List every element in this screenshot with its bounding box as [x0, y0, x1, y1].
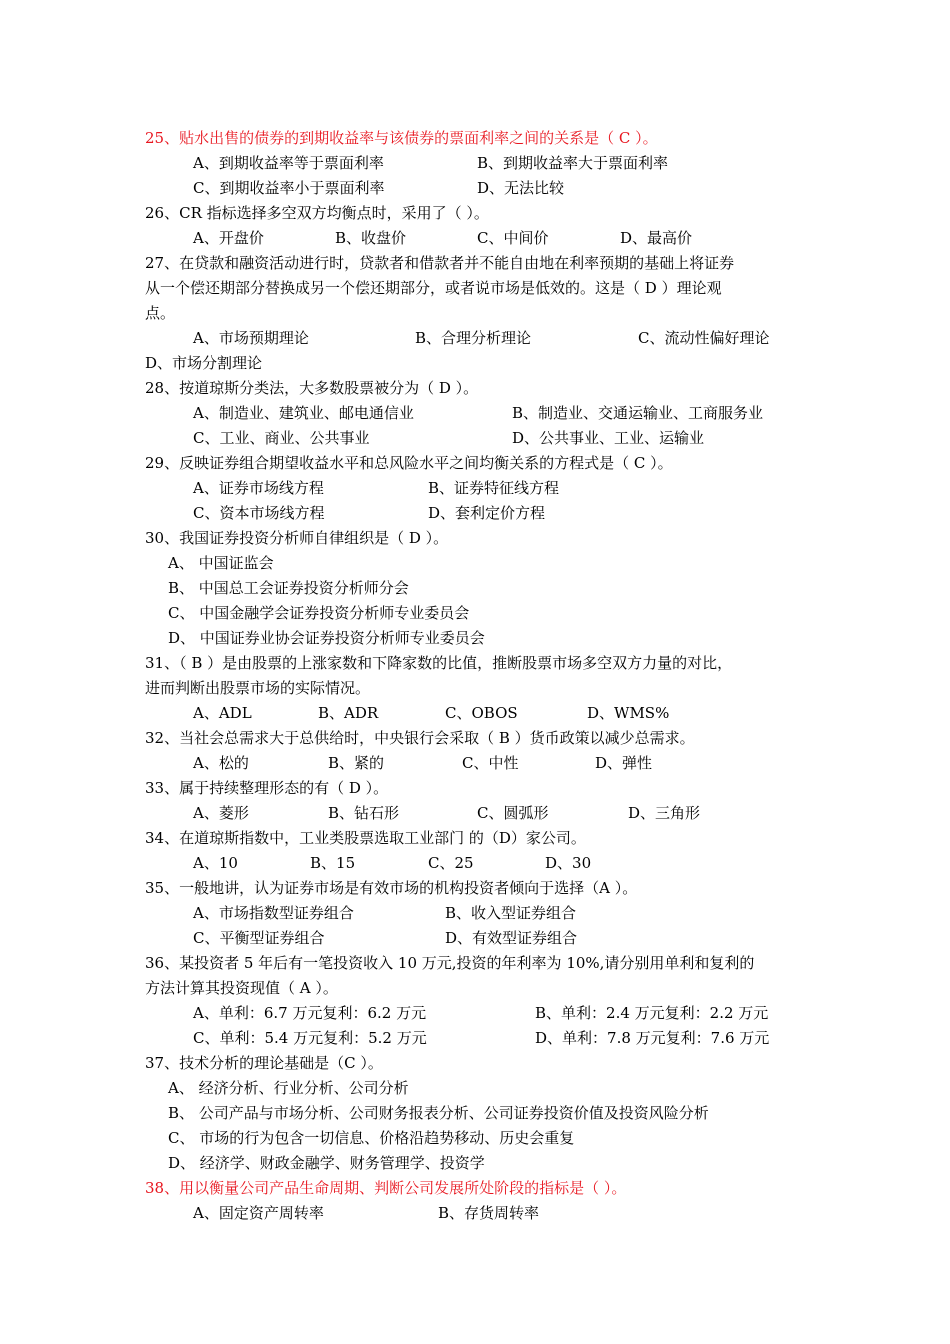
- answer-option: B、ADR: [318, 704, 379, 722]
- answer-option: B、 公司产品与市场分析、公司财务报表分析、公司证券投资价值及投资风险分析: [168, 1104, 709, 1122]
- question-text: 30、我国证券投资分析师自律组织是（ D ）。: [145, 529, 449, 547]
- answer-option: D、 中国证券业协会证券投资分析师专业委员会: [168, 629, 485, 647]
- answer-option: B、制造业、交通运输业、工商服务业: [512, 404, 764, 422]
- answer-option: C、中间价: [477, 229, 549, 247]
- answer-option: B、钻石形: [328, 804, 400, 822]
- answer-option: C、资本市场线方程: [193, 504, 325, 522]
- question-text: 38、用以衡量公司产品生命周期、判断公司发展所处阶段的指标是（ ）。: [145, 1179, 627, 1197]
- answer-option: C、 市场的行为包含一切信息、价格沿趋势移动、历史会重复: [168, 1129, 575, 1147]
- answer-option: A、到期收益率等于票面利率: [193, 154, 384, 172]
- question-text: 25、贴水出售的债券的到期收益率与该债券的票面利率之间的关系是（ C ）。: [145, 129, 658, 147]
- answer-option: B、15: [310, 854, 356, 872]
- answer-option: B、紧的: [328, 754, 385, 772]
- answer-option: A、市场预期理论: [193, 329, 309, 347]
- question-text: 26、CR 指标选择多空双方均衡点时，采用了（ ）。: [145, 204, 489, 222]
- answer-option: A、10: [193, 854, 238, 872]
- answer-option: D、最高价: [620, 229, 693, 247]
- answer-option: C、工业、商业、公共事业: [193, 429, 370, 447]
- answer-option: D、公共事业、工业、运输业: [512, 429, 705, 447]
- answer-option: C、圆弧形: [477, 804, 549, 822]
- question-text: 37、技术分析的理论基础是（C ）。: [145, 1054, 383, 1072]
- question-text: 进而判断出股票市场的实际情况。: [145, 679, 371, 697]
- answer-option: A、市场指数型证券组合: [193, 904, 354, 922]
- question-text: 32、当社会总需求大于总供给时，中央银行会采取（ B ）货币政策以减少总需求。: [145, 729, 695, 747]
- question-text: 34、在道琼斯指数中，工业类股票选取工业部门 的（D）家公司。: [145, 829, 586, 847]
- answer-option: B、存货周转率: [438, 1204, 540, 1222]
- question-text: 从一个偿还期部分替换成另一个偿还期部分，或者说市场是低效的。这是（ D ）理论观: [145, 279, 722, 297]
- answer-option: D、有效型证券组合: [445, 929, 578, 947]
- answer-option: C、到期收益率小于票面利率: [193, 179, 385, 197]
- question-text: 28、按道琼斯分类法，大多数股票被分为（ D ）。: [145, 379, 479, 397]
- answer-option: D、市场分割理论: [145, 354, 263, 372]
- question-text: 36、某投资者 5 年后有一笔投资收入 10 万元,投资的年利率为 10%,请分别用单利和复利的: [145, 954, 755, 972]
- question-text: 33、属于持续整理形态的有（ D ）。: [145, 779, 389, 797]
- answer-option: D、三角形: [628, 804, 701, 822]
- question-text: 29、反映证券组合期望收益水平和总风险水平之间均衡关系的方程式是（ C ）。: [145, 454, 673, 472]
- answer-option: B、 中国总工会证券投资分析师分会: [168, 579, 409, 597]
- answer-option: C、 中国金融学会证券投资分析师专业委员会: [168, 604, 470, 622]
- answer-option: D、弹性: [595, 754, 653, 772]
- answer-option: A、松的: [193, 754, 249, 772]
- answer-option: A、单利：6.7 万元复利：6.2 万元: [193, 1004, 427, 1022]
- answer-option: C、流动性偏好理论: [638, 329, 770, 347]
- answer-option: B、到期收益率大于票面利率: [477, 154, 669, 172]
- answer-option: C、平衡型证券组合: [193, 929, 325, 947]
- answer-option: A、 中国证监会: [168, 554, 274, 572]
- answer-option: C、中性: [462, 754, 519, 772]
- answer-option: A、 经济分析、行业分析、公司分析: [168, 1079, 409, 1097]
- answer-option: C、25: [428, 854, 474, 872]
- answer-option: A、制造业、建筑业、邮电通信业: [193, 404, 414, 422]
- answer-option: C、单利：5.4 万元复利：5.2 万元: [193, 1029, 427, 1047]
- answer-option: D、套利定价方程: [428, 504, 546, 522]
- answer-option: D、WMS%: [587, 704, 670, 722]
- answer-option: B、证券特征线方程: [428, 479, 560, 497]
- question-text: 35、一般地讲，认为证券市场是有效市场的机构投资者倾向于选择（A ）。: [145, 879, 638, 897]
- answer-option: D、单利：7.8 万元复利：7.6 万元: [535, 1029, 770, 1047]
- question-text: 27、在贷款和融资活动进行时，贷款者和借款者并不能自由地在利率预期的基础上将证券: [145, 254, 735, 272]
- answer-option: C、OBOS: [445, 704, 518, 722]
- answer-option: A、菱形: [193, 804, 249, 822]
- answer-option: D、30: [545, 854, 592, 872]
- answer-option: A、ADL: [193, 704, 252, 722]
- answer-option: D、 经济学、财政金融学、财务管理学、投资学: [168, 1154, 485, 1172]
- answer-option: B、合理分析理论: [415, 329, 532, 347]
- question-text: 方法计算其投资现值（ A ）。: [145, 979, 338, 997]
- answer-option: B、单利：2.4 万元复利：2.2 万元: [535, 1004, 769, 1022]
- answer-option: A、固定资产周转率: [193, 1204, 324, 1222]
- answer-option: A、开盘价: [193, 229, 264, 247]
- answer-option: D、无法比较: [477, 179, 565, 197]
- answer-option: A、证券市场线方程: [193, 479, 324, 497]
- answer-option: B、收入型证券组合: [445, 904, 577, 922]
- question-text: 点。: [145, 304, 176, 322]
- answer-option: B、收盘价: [335, 229, 407, 247]
- question-text: 31、（ B ）是由股票的上涨家数和下降家数的比值，推断股票市场多空双方力量的对比，: [145, 654, 733, 672]
